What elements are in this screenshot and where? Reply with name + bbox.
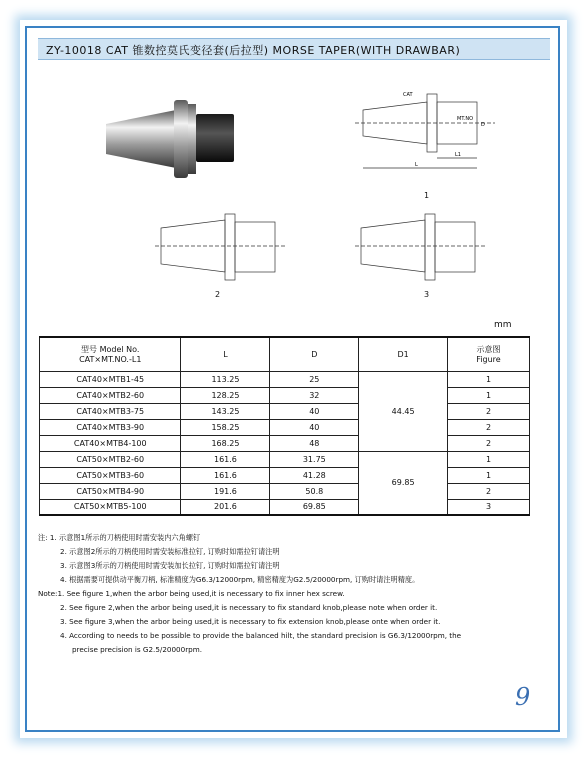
cell-d: 40 [270, 419, 359, 435]
cell-figure: 1 [448, 371, 530, 387]
page-number: 9 [515, 683, 531, 711]
table-row [40, 483, 530, 499]
note-en-line: 4. According to needs to be possible to provide the balanced hilt, the standard precision is G6.3/12000rpm, the [60, 631, 462, 640]
cell-figure: 2 [448, 419, 530, 435]
cell-model: CAT50×MTB4-90 [40, 483, 181, 499]
table-row [40, 451, 530, 467]
svg-text:L: L [415, 162, 418, 168]
header-figure: 示意图 Figure [448, 337, 530, 371]
note-cn-line: 3. 示意图3所示的刀柄使用时需安装加长拉钉, 订购时如需拉钉请注明 [60, 561, 280, 570]
table-row [40, 435, 530, 451]
cell-model: CAT40×MTB3-75 [40, 403, 181, 419]
cell-l: 113.25 [181, 371, 270, 387]
svg-text:D: D [481, 122, 485, 128]
cell-model: CAT40×MTB4-100 [40, 435, 181, 451]
header-d1: D1 [359, 337, 448, 371]
svg-text:MT.NO: MT.NO [457, 116, 474, 122]
note-cn-line: 注: 1. 示意图1所示的刀柄使用时需安装内六角螺钉 [38, 533, 201, 542]
notes-section [38, 531, 538, 657]
cell-figure: 1 [448, 467, 530, 483]
figure-1-drawing [355, 88, 505, 188]
cell-model: CAT50×MTB3-60 [40, 467, 181, 483]
cell-d: 41.28 [270, 467, 359, 483]
spec-table [39, 336, 530, 516]
cell-d: 69.85 [270, 499, 359, 515]
figure-3-drawing [355, 210, 495, 290]
note-cn-line: 4. 根据需要可提供动平衡刀柄, 标准精度为G6.3/12000rpm, 精密精度为G2.5/20000rpm, 订购时请注明精度。 [60, 575, 420, 584]
cell-l: 143.25 [181, 403, 270, 419]
note-en-line: 2. See figure 2,when the arbor being used,it is necessary to fix standard knob,please note when order it. [60, 603, 438, 612]
figure-2-drawing [155, 210, 295, 290]
table-row [40, 419, 530, 435]
cell-d: 31.75 [270, 451, 359, 467]
cell-l: 128.25 [181, 387, 270, 403]
table-row [40, 403, 530, 419]
note-cn-line: 2. 示意图2所示的刀柄使用时需安装标准拉钉, 订购时如需拉钉请注明 [60, 547, 280, 556]
cell-figure: 3 [448, 499, 530, 515]
cell-figure: 1 [448, 387, 530, 403]
cell-model: CAT50×MTB2-60 [40, 451, 181, 467]
cell-l: 161.6 [181, 467, 270, 483]
figure-3-label: 3 [424, 290, 430, 299]
header-model: 型号 Model No. CAT×MT.NO.-L1 [40, 337, 181, 371]
cell-model: CAT40×MTB1-45 [40, 371, 181, 387]
table-row [40, 371, 530, 387]
header-d: D [270, 337, 359, 371]
cell-l: 168.25 [181, 435, 270, 451]
page-title: ZY-10018 CAT 锥数控莫氏变径套(后拉型) MORSE TAPER(WITH DRAWBAR) [46, 44, 461, 57]
cell-figure: 2 [448, 483, 530, 499]
cell-figure: 2 [448, 403, 530, 419]
unit-label: mm [494, 320, 512, 330]
cell-model: CAT40×MTB3-90 [40, 419, 181, 435]
cell-d: 48 [270, 435, 359, 451]
table-header-row [40, 337, 530, 371]
cell-l: 158.25 [181, 419, 270, 435]
cell-d1: 44.45 [359, 371, 448, 451]
cell-model: CAT40×MTB2-60 [40, 387, 181, 403]
table-row [40, 387, 530, 403]
figure-1-label: 1 [424, 191, 430, 200]
note-en-line: 3. See figure 3,when the arbor being used,it is necessary to fix extension knob,please onte when order it. [60, 617, 441, 626]
note-en-line: precise precision is G2.5/20000rpm. [72, 645, 203, 654]
cell-d: 32 [270, 387, 359, 403]
cell-d1: 69.85 [359, 451, 448, 515]
table-row [40, 499, 530, 515]
figure-2-label: 2 [215, 290, 221, 299]
table-row [40, 467, 530, 483]
product-photo [96, 92, 241, 187]
svg-text:CAT: CAT [403, 92, 413, 98]
cell-d: 40 [270, 403, 359, 419]
note-en-line: Note:1. See figure 1,when the arbor being used,it is necessary to fix inner hex screw. [38, 589, 345, 598]
cell-figure: 1 [448, 451, 530, 467]
cell-l: 201.6 [181, 499, 270, 515]
cell-d: 50.8 [270, 483, 359, 499]
cell-model: CAT50×MTB5-100 [40, 499, 181, 515]
cell-l: 161.6 [181, 451, 270, 467]
svg-text:L1: L1 [455, 152, 461, 158]
cell-figure: 2 [448, 435, 530, 451]
cell-l: 191.6 [181, 483, 270, 499]
header-l: L [181, 337, 270, 371]
cell-d: 25 [270, 371, 359, 387]
